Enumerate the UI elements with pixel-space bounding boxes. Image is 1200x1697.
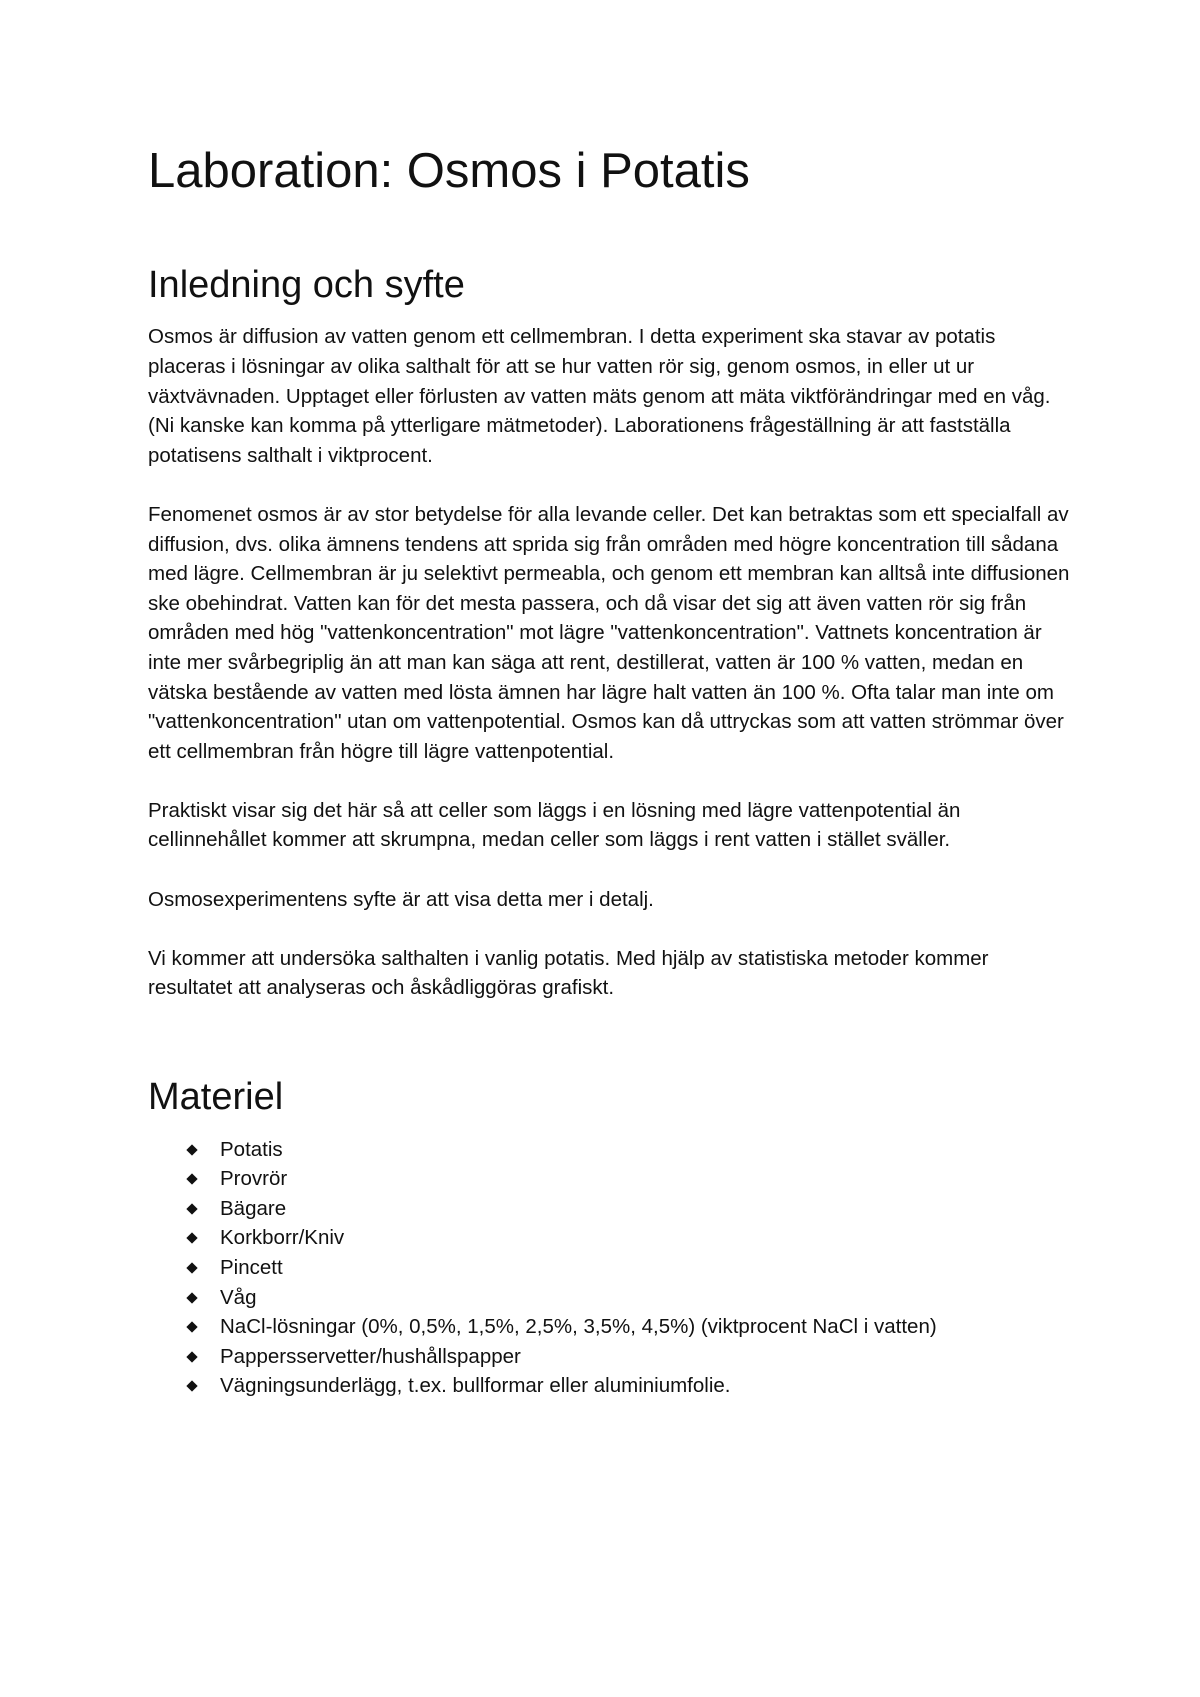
list-item [188, 1371, 1080, 1401]
bullet-icon [186, 1292, 197, 1303]
list-item-label: Provrör [220, 1167, 288, 1191]
list-item-label: Korkborr/Kniv [220, 1226, 345, 1250]
list-item-label: Bägare [220, 1196, 287, 1220]
list-item [188, 1135, 1080, 1165]
bullet-icon [186, 1322, 197, 1333]
list-item [188, 1194, 1080, 1224]
section-heading-materiel: Materiel [148, 1076, 284, 1119]
list-item [188, 1253, 1080, 1283]
paragraph: Osmos är diffusion av vatten genom ett cellmembran. I detta experiment ska stavar av potatis placeras i lösningar av olika salthalt för att se hur vatten rör sig, genom osmos, in eller ut ur växtvävnaden. Upptaget eller förlusten av vatten mäts genom att mäta viktförändringar med en våg. (Ni kanske kan komma på ytterligare mätmetoder). Laborationens frågeställning är att fastställa potatisens salthalt i viktprocent. [148, 325, 1051, 467]
document-title: Laboration: Osmos i Potatis [148, 144, 750, 198]
section-inledning [148, 263, 1080, 1003]
bullet-icon [186, 1233, 197, 1244]
paragraph: Vi kommer att undersöka salthalten i vanlig potatis. Med hjälp av statistiska metoder kommer resultatet att analyseras och åskådliggöras grafiskt. [148, 946, 989, 1000]
list-item [188, 1342, 1080, 1372]
bullet-icon [186, 1262, 197, 1273]
list-item-label: NaCl-lösningar (0%, 0,5%, 1,5%, 2,5%, 3,5%, 4,5%) (viktprocent NaCl i vatten) [220, 1315, 937, 1339]
bullet-icon [186, 1144, 197, 1155]
paragraph: Osmosexperimentens syfte är att visa detta mer i detalj. [148, 887, 654, 911]
bullet-icon [186, 1174, 197, 1185]
list-item [188, 1283, 1080, 1313]
paragraph: Praktiskt visar sig det här så att celler som läggs i en lösning med lägre vattenpotential än cellinnehållet kommer att skrumpna, medan celler som läggs i rent vatten i stället sväller. [148, 798, 961, 852]
section-heading-inledning: Inledning och syfte [148, 263, 465, 306]
list-item-label: Pincett [220, 1256, 283, 1280]
list-item [188, 1312, 1080, 1342]
list-item-label: Våg [220, 1285, 257, 1309]
bullet-icon [186, 1203, 197, 1214]
list-item-label: Potatis [220, 1137, 283, 1161]
list-item [188, 1164, 1080, 1194]
bullet-icon [186, 1351, 197, 1362]
bullet-icon [186, 1381, 197, 1392]
list-item-label: Pappersservetter/hushållspapper [220, 1344, 521, 1368]
materials-list [148, 1135, 1080, 1401]
list-item-label: Vägningsunderlägg, t.ex. bullformar eller aluminiumfolie. [220, 1374, 731, 1398]
list-item [188, 1223, 1080, 1253]
paragraph: Fenomenet osmos är av stor betydelse för alla levande celler. Det kan betraktas som ett specialfall av diffusion, dvs. olika ämnens tendens att sprida sig från områden med högre koncentration till sådana med lägre. Cellmembran är ju selektivt permeabla, och genom ett membran kan alltså inte diffusionen ske obehindrat. Vatten kan för det mesta passera, och då visar det sig att även vatten rör sig från områden med hög "vattenkoncentration" mot lägre "vattenkoncentration". Vattnets koncentration är inte mer svårbegriplig än att man kan säga att rent, destillerat, vatten är 100 % vatten, medan en vätska bestående av vatten med lösta ämnen har lägre halt vatten än 100 %. Ofta talar man inte om "vattenkoncentration" utan om vattenpotential. Osmos kan då uttryckas som att vatten strömmar över ett cellmembran från högre till lägre vattenpotential. [148, 502, 1070, 763]
section-materiel [148, 1075, 1080, 1401]
